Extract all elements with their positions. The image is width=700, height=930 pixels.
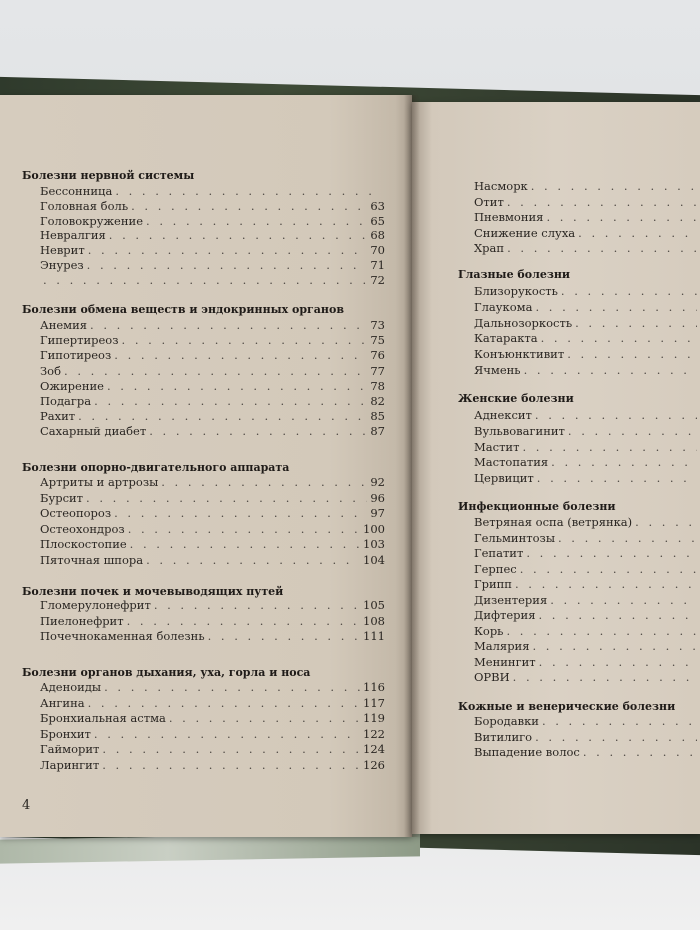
toc-entry [474, 347, 700, 361]
toc-entry-label: Аднексит [474, 408, 532, 422]
toc-entry [474, 241, 700, 255]
toc-entry [474, 577, 700, 591]
section-title: Кожные и венерические болезни [458, 700, 676, 713]
toc-entry [474, 408, 700, 422]
toc-entry-label: Бронхиальная астма [40, 711, 166, 725]
toc-entry-page: 78 [370, 378, 385, 393]
section-title: Женские болезни [458, 392, 574, 405]
toc-entry-label: Конъюнктивит [474, 347, 565, 362]
toc-entry [474, 226, 700, 240]
toc-entry-page: 103 [363, 537, 385, 551]
toc-entry [40, 537, 385, 551]
toc-entry-label: Выпадение волос [474, 745, 580, 759]
page-number: 4 [22, 798, 31, 813]
toc-entry-page: 68 [370, 228, 385, 243]
toc-entry [474, 363, 700, 377]
toc-entry-label: Гипертиреоз [40, 333, 119, 348]
toc-entry [474, 300, 700, 314]
toc-entry-label: Зоб [40, 363, 62, 378]
toc-entry-label: Бессонница [40, 184, 113, 198]
section-title: Глазные болезни [458, 268, 571, 281]
dot-leader [88, 696, 360, 710]
toc-entry-page: 77 [370, 363, 385, 378]
dot-leader [114, 506, 367, 520]
toc-entry-page: 71 [370, 258, 385, 272]
toc-entry [474, 195, 700, 209]
dot-leader [88, 243, 368, 257]
toc-entry-label: Гельминтозы [474, 530, 555, 545]
toc-entry-label: Снижение слуха [474, 225, 576, 240]
toc-entry-label: Дифтерия [474, 608, 536, 622]
toc-entry [40, 364, 385, 378]
toc-entry-label: Дизентерия [474, 592, 548, 607]
dot-leader [541, 331, 697, 345]
toc-entry-label: Ветряная оспа (ветрянка) [474, 515, 633, 529]
dot-leader [130, 537, 360, 551]
toc-entry-label: Бронхит [40, 726, 91, 741]
toc-entry [40, 598, 385, 612]
toc-entry [474, 284, 700, 298]
toc-entry [40, 333, 385, 347]
dot-leader [507, 241, 697, 255]
toc-entry [474, 455, 700, 469]
toc-entry-page: 65 [370, 213, 385, 228]
toc-entry [40, 394, 385, 408]
dot-leader [558, 531, 697, 545]
toc-entry [474, 546, 700, 560]
toc-entry [474, 608, 700, 622]
dot-leader [109, 228, 368, 242]
toc-entry-label: Менингит [474, 654, 536, 669]
dot-leader [515, 577, 697, 591]
toc-entry-label: Рахит [40, 409, 76, 424]
toc-entry-page: 104 [363, 552, 385, 567]
dot-leader [115, 184, 382, 198]
dot-leader [90, 318, 367, 332]
toc-entry-label: Гипотиреоз [40, 348, 112, 363]
dot-leader [208, 629, 360, 643]
toc-entry [474, 745, 700, 759]
toc-entry-page: 100 [363, 521, 385, 536]
dot-leader [532, 639, 697, 653]
dot-leader [94, 394, 367, 408]
dot-leader [114, 348, 367, 362]
toc-entry [40, 680, 385, 694]
toc-entry [474, 670, 700, 684]
toc-entry-page: 111 [363, 629, 385, 643]
toc-entry [40, 424, 385, 438]
toc-entry-page: 70 [370, 243, 385, 258]
dot-leader [551, 455, 697, 469]
toc-entry-label: Малярия [474, 639, 530, 653]
toc-entry-page: 122 [363, 726, 385, 741]
dot-leader [535, 730, 697, 744]
dot-leader [43, 273, 367, 287]
toc-entry-label: Анемия [40, 318, 88, 332]
toc-entry [40, 228, 385, 242]
toc-entry-label: Остеохондроз [40, 521, 125, 536]
toc-entry-label: Ячмень [474, 363, 521, 377]
toc-entry-label: Ларингит [40, 757, 100, 772]
toc-entry [40, 409, 385, 423]
toc-entry-label: Гайморит [40, 742, 100, 756]
section-title: Болезни опорно-двигательного аппарата [22, 461, 290, 474]
toc-entry-label: Гепатит [474, 546, 524, 560]
dot-leader [146, 553, 360, 567]
toc-entry-page: 85 [370, 409, 385, 424]
toc-entry [474, 624, 700, 638]
toc-entry [40, 629, 385, 643]
toc-entry [40, 184, 385, 198]
toc-entry-label: Грипп [474, 577, 512, 591]
toc-entry [40, 491, 385, 505]
toc-entry-label: Неврит [40, 243, 85, 258]
dot-leader [507, 195, 697, 209]
dot-leader [539, 655, 697, 669]
toc-entry-page: 108 [363, 613, 385, 628]
toc-entry-label: Ангина [40, 695, 85, 710]
dot-leader [524, 363, 697, 377]
toc-entry-label: Гломерулонефрит [40, 598, 151, 612]
dot-leader [635, 515, 697, 529]
toc-entry-label: Артриты и артрозы [40, 475, 159, 489]
toc-entry-label: Храп [474, 241, 505, 255]
toc-entry-label: Сахарный диабет [40, 424, 147, 439]
toc-entry-page: 72 [370, 272, 385, 287]
toc-entry-page: 76 [370, 348, 385, 363]
dot-leader [104, 680, 360, 694]
dot-leader [535, 408, 697, 422]
dot-leader [537, 471, 697, 485]
toc-entry-page: 124 [363, 742, 385, 756]
toc-entry-page: 73 [370, 318, 385, 332]
dot-leader [506, 624, 697, 638]
dot-leader [522, 440, 697, 454]
toc-entry-label: Почечнокаменная болезнь [40, 629, 205, 643]
toc-entry-label: Пневмония [474, 210, 544, 224]
dot-leader [154, 598, 360, 612]
dot-leader [107, 379, 367, 393]
toc-entry [40, 348, 385, 362]
toc-entry-page: 96 [370, 490, 385, 505]
dot-leader [102, 742, 360, 756]
toc-entry [40, 758, 385, 772]
dot-leader [546, 210, 697, 224]
dot-leader [161, 475, 367, 489]
toc-entry [40, 711, 385, 725]
toc-entry [474, 562, 700, 576]
dot-leader [513, 670, 697, 684]
toc-entry [474, 655, 700, 669]
toc-entry-label: Близорукость [474, 284, 558, 298]
toc-entry [474, 531, 700, 545]
toc-entry-label: Насморк [474, 179, 528, 193]
toc-entry [40, 258, 385, 272]
toc-entry-page: 63 [370, 198, 385, 213]
toc-entry [474, 331, 700, 345]
toc-entry-label: Ожирение [40, 378, 104, 393]
dot-leader [149, 424, 367, 438]
toc-entry-label: Дальнозоркость [474, 315, 573, 330]
toc-entry [40, 522, 385, 536]
toc-entry-page: 119 [363, 711, 385, 725]
toc-entry-label: Бурсит [40, 490, 84, 505]
toc-entry [40, 199, 385, 213]
toc-entry [474, 424, 700, 438]
dot-leader [531, 179, 697, 193]
dot-leader [86, 491, 367, 505]
toc-entry-label: Бородавки [474, 714, 539, 728]
toc-entry-label: Головная боль [40, 198, 129, 213]
dot-leader [520, 562, 697, 576]
toc-entry [474, 515, 700, 529]
section-title: Болезни нервной системы [22, 169, 195, 182]
toc-entry-label: ОРВИ [474, 670, 510, 684]
dot-leader [561, 284, 697, 298]
toc-entry [474, 730, 700, 744]
toc-entry [474, 593, 700, 607]
section-title: Болезни органов дыхания, уха, горла и носа [22, 666, 311, 679]
dot-leader [131, 199, 367, 213]
dot-leader [535, 300, 697, 314]
toc-entry-label: Остеопороз [40, 506, 112, 520]
toc-entry [40, 475, 385, 489]
toc-entry-label: Энурез [40, 258, 84, 272]
dot-leader [122, 333, 368, 347]
toc-entry-label: Герпес [474, 561, 517, 576]
toc-entry-label: Отит [474, 194, 504, 209]
dot-leader [87, 258, 368, 272]
toc-entry-page: 116 [363, 680, 385, 694]
toc-entry-page: 126 [363, 757, 385, 772]
toc-entry-label: Глаукома [474, 299, 533, 314]
toc-entry-label: Плоскостопие [40, 537, 127, 551]
toc-entry [40, 553, 385, 567]
section-title: Инфекционные болезни [458, 500, 616, 513]
section-title: Болезни обмена веществ и эндокринных органов [22, 303, 344, 316]
toc-entry-label: Вульвовагинит [474, 423, 565, 438]
toc-entry-label: Цервицит [474, 471, 534, 486]
toc-entry [40, 506, 385, 520]
dot-leader [578, 226, 697, 240]
toc-entry [474, 179, 700, 193]
toc-entry-label: Подагра [40, 394, 92, 408]
dot-leader [575, 316, 697, 330]
toc-entry-page: 82 [370, 394, 385, 408]
dot-leader [146, 214, 367, 228]
toc-entry-page: 92 [370, 475, 385, 489]
toc-entry [474, 440, 700, 454]
dot-leader [64, 364, 367, 378]
toc-entry-page: 105 [363, 598, 385, 612]
toc-entry-label: Корь [474, 623, 504, 638]
dot-leader [127, 614, 360, 628]
dot-leader [94, 727, 360, 741]
toc-entry [40, 243, 385, 257]
toc-entry [40, 318, 385, 332]
toc-entry [40, 214, 385, 228]
dot-leader [550, 593, 697, 607]
toc-entry-label: Пяточная шпора [40, 552, 144, 567]
toc-entry [40, 727, 385, 741]
toc-entry [40, 379, 385, 393]
toc-entry-label: Мастит [474, 439, 520, 454]
toc-entry-page: 87 [370, 424, 385, 439]
toc-entry [474, 471, 700, 485]
section-title: Болезни почек и мочевыводящих путей [22, 585, 284, 598]
toc-entry-label: Головокружение [40, 213, 144, 228]
toc-entry-page: 97 [370, 506, 385, 520]
toc-entry [40, 273, 385, 287]
toc-entry [40, 742, 385, 756]
toc-entry [474, 639, 700, 653]
dot-leader [567, 347, 697, 361]
toc-entry-page: 75 [370, 333, 385, 348]
toc-entry [40, 614, 385, 628]
dot-leader [128, 522, 360, 536]
toc-entry-label: Мастопатия [474, 455, 549, 470]
dot-leader [78, 409, 367, 423]
toc-entry [474, 316, 700, 330]
dot-leader [568, 424, 697, 438]
toc-entry-page: 117 [363, 695, 385, 710]
book-gutter [404, 95, 420, 837]
dot-leader [526, 546, 697, 560]
toc-entry-label: Пиелонефрит [40, 613, 124, 628]
toc-entry-label: Витилиго [474, 729, 533, 744]
toc-entry [40, 696, 385, 710]
toc-entry-label: Невралгия [40, 228, 106, 243]
dot-leader [538, 608, 697, 622]
dot-leader [102, 758, 360, 772]
dot-leader [542, 714, 697, 728]
toc-entry-label: Аденоиды [40, 680, 102, 694]
toc-entry [474, 210, 700, 224]
toc-entry-label: Катаракта [474, 331, 538, 346]
dot-leader [583, 745, 697, 759]
toc-entry [474, 714, 700, 728]
dot-leader [169, 711, 360, 725]
